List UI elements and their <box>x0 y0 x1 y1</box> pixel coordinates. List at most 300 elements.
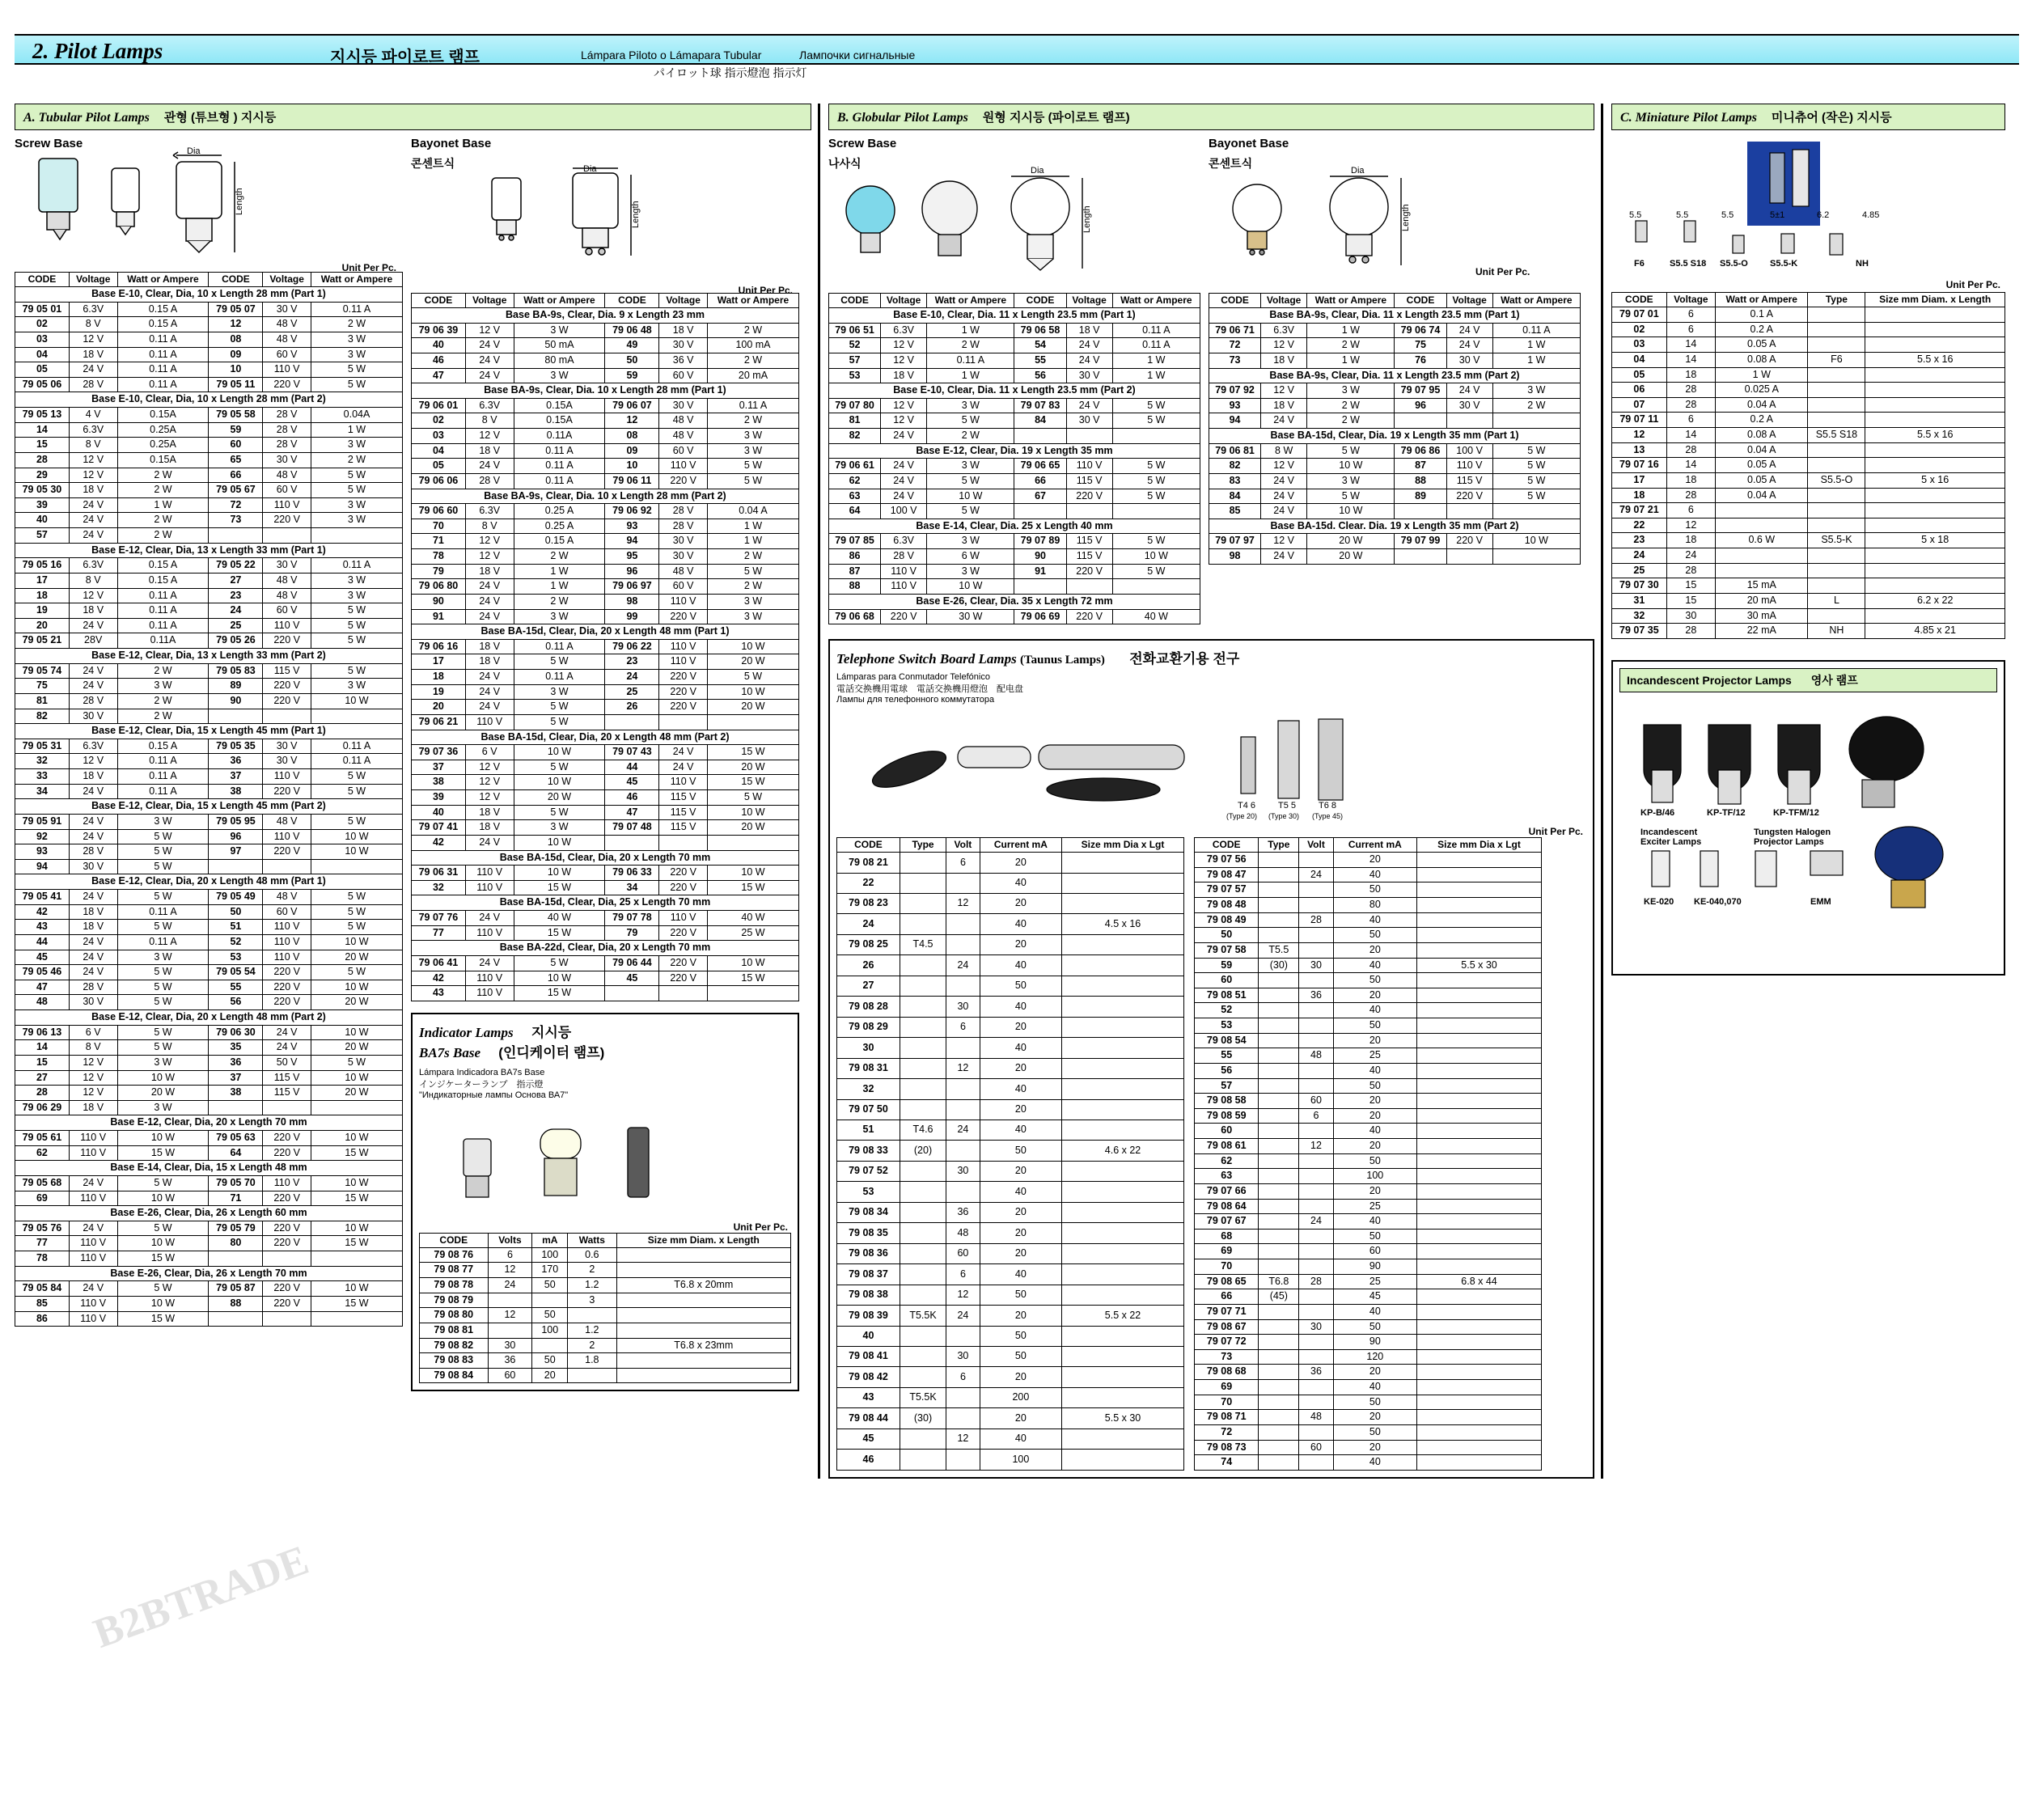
group-header-row <box>1209 518 1581 534</box>
table-row[interactable] <box>15 693 403 709</box>
table-row[interactable] <box>829 534 1200 549</box>
table-row[interactable] <box>15 1251 403 1267</box>
table-row[interactable] <box>837 1285 1184 1305</box>
table-row[interactable] <box>1195 882 1542 898</box>
table-row[interactable] <box>412 413 799 429</box>
cell-value <box>1299 928 1333 943</box>
table-row[interactable] <box>412 986 799 1001</box>
table-row[interactable] <box>837 1450 1184 1470</box>
table-row[interactable] <box>15 1145 403 1161</box>
table-row[interactable] <box>412 443 799 459</box>
cell-value: 0.25A <box>117 422 209 438</box>
table-row[interactable] <box>15 317 403 332</box>
table-row[interactable] <box>412 684 799 700</box>
table-row[interactable] <box>15 377 403 392</box>
table-row[interactable] <box>829 353 1200 368</box>
table-row[interactable] <box>412 866 799 881</box>
cell-value <box>1112 579 1200 595</box>
table-row[interactable] <box>15 784 403 799</box>
table-row[interactable] <box>412 925 799 941</box>
table-row[interactable] <box>1612 352 2005 367</box>
table-row[interactable] <box>1195 1349 1542 1365</box>
table-row[interactable] <box>15 995 403 1010</box>
table-row[interactable] <box>837 1408 1184 1428</box>
table-row[interactable] <box>1209 323 1581 338</box>
table-row[interactable] <box>1195 958 1542 973</box>
table-row[interactable] <box>420 1247 791 1263</box>
cell-code: 71 <box>209 1191 263 1206</box>
table-row[interactable] <box>837 894 1184 914</box>
table-row[interactable] <box>1195 1078 1542 1094</box>
table-row[interactable] <box>1195 1169 1542 1184</box>
table-row[interactable] <box>829 368 1200 383</box>
table-row[interactable] <box>412 775 799 790</box>
table-row[interactable] <box>837 1243 1184 1263</box>
table-row[interactable] <box>15 754 403 769</box>
table-row[interactable] <box>837 1182 1184 1202</box>
table-row[interactable] <box>1195 1319 1542 1335</box>
table-row[interactable] <box>1195 1094 1542 1109</box>
cell-code: 79 07 30 <box>1612 578 1667 594</box>
table-row[interactable] <box>1612 413 2005 428</box>
table-row[interactable] <box>15 513 403 528</box>
telephone-desc-2: 電話交換機用電球 電話交換機用燈泡 配电盘 <box>836 684 1023 695</box>
table-row[interactable] <box>1612 307 2005 323</box>
table-row[interactable] <box>1209 549 1581 565</box>
cell-value: 6.3V <box>69 422 117 438</box>
cell-value: 1 W <box>927 368 1014 383</box>
table-row[interactable] <box>412 504 799 519</box>
table-row[interactable] <box>15 904 403 920</box>
table-row[interactable] <box>15 844 403 860</box>
table-row[interactable] <box>1195 898 1542 913</box>
group-header-row <box>412 895 799 911</box>
cell-value: 18 <box>1666 367 1715 383</box>
cell-value: 5 W <box>311 769 402 785</box>
table-row[interactable] <box>15 859 403 874</box>
table-row[interactable] <box>1195 1259 1542 1275</box>
table-row[interactable] <box>829 398 1200 413</box>
table-row[interactable] <box>1209 443 1581 459</box>
table-row[interactable] <box>412 549 799 565</box>
svg-text:Dia: Dia <box>187 146 201 156</box>
table-row[interactable] <box>837 955 1184 976</box>
cell-value <box>311 709 402 724</box>
table-row[interactable] <box>1612 458 2005 473</box>
table-row[interactable] <box>1612 472 2005 488</box>
table-row[interactable] <box>412 745 799 760</box>
cell-code: 42 <box>15 904 70 920</box>
table-row[interactable] <box>412 670 799 685</box>
table-row[interactable] <box>412 700 799 715</box>
table-row[interactable] <box>15 422 403 438</box>
table-row[interactable] <box>837 1367 1184 1387</box>
table-row[interactable] <box>15 1025 403 1040</box>
table-row[interactable] <box>420 1353 791 1369</box>
cell-code <box>1014 429 1066 444</box>
table-row[interactable] <box>15 558 403 574</box>
table-row[interactable] <box>1195 1153 1542 1169</box>
table-row[interactable] <box>1195 1274 1542 1289</box>
cell-value: 24 V <box>465 353 514 368</box>
table-row[interactable] <box>1195 928 1542 943</box>
table-row[interactable] <box>1195 1244 1542 1259</box>
table-row[interactable] <box>412 564 799 579</box>
group-title: Base E-12, Clear, Dia. 19 x Length 35 mm <box>829 443 1200 459</box>
table-row[interactable] <box>1195 942 1542 958</box>
table-row[interactable] <box>15 890 403 905</box>
table-row[interactable] <box>837 1264 1184 1285</box>
table-row[interactable] <box>412 323 799 338</box>
cell-code: 79 07 48 <box>605 820 659 836</box>
table-row[interactable] <box>15 483 403 498</box>
table-row[interactable] <box>1612 503 2005 518</box>
cell-value: 0.11 A <box>927 353 1014 368</box>
table-row[interactable] <box>15 814 403 829</box>
table-row[interactable] <box>1195 1335 1542 1350</box>
table-row[interactable] <box>837 1202 1184 1222</box>
table-row[interactable] <box>15 920 403 935</box>
table-row[interactable] <box>15 497 403 513</box>
table-row[interactable] <box>837 1141 1184 1161</box>
cell-value: 5 W <box>117 965 209 980</box>
table-row[interactable] <box>837 1428 1184 1449</box>
table-row[interactable] <box>15 663 403 679</box>
table-row[interactable] <box>412 473 799 489</box>
cell-code: 79 06 51 <box>829 323 881 338</box>
cell-code: 37 <box>209 1070 263 1086</box>
cell-value: 115 V <box>1066 473 1112 489</box>
table-row[interactable] <box>1612 428 2005 443</box>
table-row[interactable] <box>1612 322 2005 337</box>
table-row[interactable] <box>412 820 799 836</box>
table-row[interactable] <box>829 323 1200 338</box>
table-row[interactable] <box>1209 338 1581 353</box>
table-row[interactable] <box>1195 1199 1542 1214</box>
table-row[interactable] <box>1612 593 2005 608</box>
cell-value <box>946 934 980 954</box>
cell-value: 50 <box>1333 1395 1416 1410</box>
cell-code: 12 <box>605 413 659 429</box>
table-row[interactable] <box>15 332 403 347</box>
table-row[interactable] <box>1195 1048 1542 1064</box>
cell-value: 18 V <box>69 483 117 498</box>
cell-value: 1 W <box>1112 368 1200 383</box>
table-row[interactable] <box>15 468 403 483</box>
table-row[interactable] <box>1195 1365 1542 1380</box>
table-row[interactable] <box>837 1058 1184 1078</box>
table-row[interactable] <box>1209 473 1581 489</box>
table-row[interactable] <box>1195 1229 1542 1244</box>
table-row[interactable] <box>412 805 799 820</box>
cell-code: 79 08 33 <box>837 1141 900 1161</box>
cell-code: 79 07 89 <box>1014 534 1066 549</box>
table-row[interactable] <box>420 1338 791 1353</box>
table-row[interactable] <box>15 573 403 588</box>
table-row[interactable] <box>420 1368 791 1383</box>
table-row[interactable] <box>837 1387 1184 1407</box>
cell-value: 5 W <box>311 377 402 392</box>
table-row[interactable] <box>837 1038 1184 1058</box>
table-row[interactable] <box>412 790 799 806</box>
table-row[interactable] <box>15 679 403 694</box>
cell-code: 03 <box>412 429 466 444</box>
table-row[interactable] <box>1612 383 2005 398</box>
cell-value: 0.08 A <box>1716 428 1808 443</box>
table-row[interactable] <box>1209 383 1581 399</box>
unit-per-pc-indicator: Unit Per Pc. <box>733 1221 788 1233</box>
table-row[interactable] <box>15 950 403 965</box>
table-row[interactable] <box>1195 1440 1542 1455</box>
table-row[interactable] <box>1612 337 2005 353</box>
table-row[interactable] <box>412 971 799 986</box>
table-row[interactable] <box>15 588 403 603</box>
table-row[interactable] <box>15 934 403 950</box>
cell-value: 110 V <box>69 1296 117 1311</box>
cell-code: 79 06 11 <box>605 473 659 489</box>
table-row[interactable] <box>829 489 1200 504</box>
table-row[interactable] <box>837 1120 1184 1141</box>
cell-code: 79 06 71 <box>1209 323 1261 338</box>
table-row[interactable] <box>15 528 403 544</box>
table-row[interactable] <box>837 853 1184 873</box>
table-row[interactable] <box>1195 1380 1542 1395</box>
cell-code: 79 07 66 <box>1195 1183 1259 1199</box>
svg-text:S5.5-K: S5.5-K <box>1770 259 1798 269</box>
cell-value <box>900 955 946 976</box>
table-row[interactable] <box>1195 1410 1542 1425</box>
table-row[interactable] <box>412 353 799 368</box>
table-row[interactable] <box>1612 608 2005 624</box>
cell-value: 10 W <box>311 1175 402 1191</box>
table-row[interactable] <box>15 408 403 423</box>
table-row[interactable] <box>837 1099 1184 1120</box>
table-row[interactable] <box>1195 1214 1542 1230</box>
table-row[interactable] <box>412 534 799 549</box>
table-row[interactable] <box>829 473 1200 489</box>
table-row[interactable] <box>837 1223 1184 1243</box>
unit-per-pc-telephone: Unit Per Pc. <box>1528 826 1583 838</box>
table-row[interactable] <box>1195 1304 1542 1319</box>
table-row[interactable] <box>1195 973 1542 988</box>
table-row[interactable] <box>412 654 799 670</box>
cell-value: 24 V <box>465 955 514 971</box>
table-row[interactable] <box>837 976 1184 996</box>
group-header-row <box>15 543 403 558</box>
table-row[interactable] <box>1195 1033 1542 1048</box>
table-row[interactable] <box>1195 1063 1542 1078</box>
table-row[interactable] <box>412 880 799 895</box>
table-row[interactable] <box>1195 1455 1542 1471</box>
table-row[interactable] <box>420 1278 791 1293</box>
cell-value: 60 V <box>263 347 311 362</box>
table-row[interactable] <box>412 609 799 624</box>
table-row[interactable] <box>15 739 403 754</box>
table-row[interactable] <box>1195 1424 1542 1440</box>
table-row[interactable] <box>1612 367 2005 383</box>
table-row[interactable] <box>829 579 1200 595</box>
table-row[interactable] <box>1209 398 1581 413</box>
table-row[interactable] <box>1612 397 2005 413</box>
table-row[interactable] <box>1195 1124 1542 1139</box>
cell-value: 200 <box>980 1387 1061 1407</box>
cell-code: 79 <box>412 564 466 579</box>
table-row[interactable] <box>412 955 799 971</box>
table-row[interactable] <box>1209 353 1581 368</box>
cell-value: 0.08 A <box>1716 352 1808 367</box>
table-row[interactable] <box>1195 912 1542 928</box>
table-row[interactable] <box>412 594 799 609</box>
table-row[interactable] <box>15 1221 403 1236</box>
cell-code: 69 <box>1195 1380 1259 1395</box>
table-row[interactable] <box>412 518 799 534</box>
table-row[interactable] <box>15 1236 403 1251</box>
table-row[interactable] <box>1612 548 2005 564</box>
table-row[interactable] <box>1209 459 1581 474</box>
table-row[interactable] <box>829 564 1200 579</box>
cell-value <box>1808 337 1865 353</box>
table-row[interactable] <box>412 398 799 413</box>
table-row[interactable] <box>15 1175 403 1191</box>
table-row[interactable] <box>420 1293 791 1308</box>
table-row[interactable] <box>1195 1139 1542 1154</box>
cell-value: 24 V <box>69 513 117 528</box>
table-row[interactable] <box>837 873 1184 893</box>
cell-value <box>900 853 946 873</box>
cell-value <box>1865 442 2005 458</box>
table-row[interactable] <box>15 347 403 362</box>
table-row[interactable] <box>1195 853 1542 868</box>
table-row[interactable] <box>837 1326 1184 1346</box>
table-row[interactable] <box>837 1017 1184 1037</box>
cell-code: 93 <box>605 518 659 534</box>
table-row[interactable] <box>412 459 799 474</box>
table-row[interactable] <box>15 633 403 649</box>
cell-value: 1.2 <box>568 1323 616 1338</box>
table-row[interactable] <box>837 1306 1184 1326</box>
cell-code: 62 <box>829 473 881 489</box>
table-row[interactable] <box>829 338 1200 353</box>
table-row[interactable] <box>15 1055 403 1070</box>
table-row[interactable] <box>412 911 799 926</box>
table-row[interactable] <box>420 1308 791 1323</box>
table-row[interactable] <box>15 618 403 633</box>
table-row[interactable] <box>829 429 1200 444</box>
cell-value: 8 V <box>69 573 117 588</box>
table-row[interactable] <box>15 829 403 844</box>
table-row[interactable] <box>15 362 403 378</box>
cell-value <box>1259 898 1299 913</box>
table-row[interactable] <box>15 1100 403 1115</box>
table-row[interactable] <box>1209 504 1581 519</box>
table-row[interactable] <box>412 639 799 654</box>
table-row[interactable] <box>829 609 1200 624</box>
cell-code: 89 <box>1395 489 1446 504</box>
cell-value: 0.11A <box>117 633 209 649</box>
table-row[interactable] <box>15 603 403 619</box>
table-row[interactable] <box>1612 578 2005 594</box>
table-row[interactable] <box>15 1191 403 1206</box>
table-row[interactable] <box>1612 488 2005 503</box>
table-row[interactable] <box>412 714 799 730</box>
table-row[interactable] <box>837 934 1184 954</box>
table-row[interactable] <box>412 579 799 595</box>
table-row[interactable] <box>15 438 403 453</box>
table-row[interactable] <box>15 1296 403 1311</box>
table-row[interactable] <box>412 760 799 775</box>
table-row[interactable] <box>412 835 799 850</box>
cell-value: 115 V <box>1066 534 1112 549</box>
table-row[interactable] <box>1612 563 2005 578</box>
table-row[interactable] <box>1195 1395 1542 1410</box>
table-row[interactable] <box>15 965 403 980</box>
table-row[interactable] <box>1612 518 2005 533</box>
table-row[interactable] <box>412 368 799 383</box>
table-row[interactable] <box>1209 489 1581 504</box>
table-row[interactable] <box>837 1161 1184 1181</box>
cell-value: 36 <box>488 1353 532 1369</box>
cell-value: 3 W <box>927 459 1014 474</box>
cell-value: 24 V <box>881 429 927 444</box>
table-row[interactable] <box>15 302 403 317</box>
cell-code: 79 07 95 <box>1395 383 1446 399</box>
table-row[interactable] <box>829 549 1200 565</box>
table-row[interactable] <box>1195 1183 1542 1199</box>
table-row[interactable] <box>1195 1003 1542 1018</box>
table-row[interactable] <box>1209 413 1581 429</box>
table-row[interactable] <box>15 1281 403 1297</box>
table-row[interactable] <box>420 1323 791 1338</box>
cell-value <box>1417 1124 1542 1139</box>
table-row[interactable] <box>829 459 1200 474</box>
table-row[interactable] <box>15 980 403 995</box>
cell-value <box>900 976 946 996</box>
table-row[interactable] <box>15 1086 403 1101</box>
table-row[interactable] <box>15 709 403 724</box>
table-row[interactable] <box>1195 1108 1542 1124</box>
table-row[interactable] <box>1195 1289 1542 1305</box>
table-row[interactable] <box>15 1070 403 1086</box>
cell-code: 79 06 44 <box>605 955 659 971</box>
table-row[interactable] <box>15 1040 403 1056</box>
table-row[interactable] <box>837 1079 1184 1099</box>
cell-value: 5 W <box>311 1055 402 1070</box>
unit-per-pc-a2: Unit Per Pc. <box>738 285 793 296</box>
table-row[interactable] <box>1612 442 2005 458</box>
table-row[interactable] <box>15 452 403 468</box>
table-row[interactable] <box>412 338 799 353</box>
table-row[interactable] <box>1195 1018 1542 1034</box>
group-title: Base BA-9s, Clear, Dia. 9 x Length 23 mm <box>412 308 799 324</box>
cell-code: 79 07 36 <box>412 745 466 760</box>
table-row[interactable] <box>420 1263 791 1278</box>
table-row[interactable] <box>837 914 1184 934</box>
table-row[interactable] <box>829 413 1200 429</box>
table-row[interactable] <box>412 429 799 444</box>
table-row[interactable] <box>15 1311 403 1327</box>
table-row[interactable] <box>1209 534 1581 549</box>
table-row[interactable] <box>829 504 1200 519</box>
table-row[interactable] <box>1195 988 1542 1003</box>
table-row[interactable] <box>837 1347 1184 1367</box>
cell-value <box>1808 397 1865 413</box>
table-row[interactable] <box>1195 867 1542 882</box>
table-row[interactable] <box>837 997 1184 1017</box>
table-row[interactable] <box>1612 533 2005 548</box>
table-row[interactable] <box>15 769 403 785</box>
table-row[interactable] <box>15 1131 403 1146</box>
table-row[interactable] <box>1612 624 2005 639</box>
